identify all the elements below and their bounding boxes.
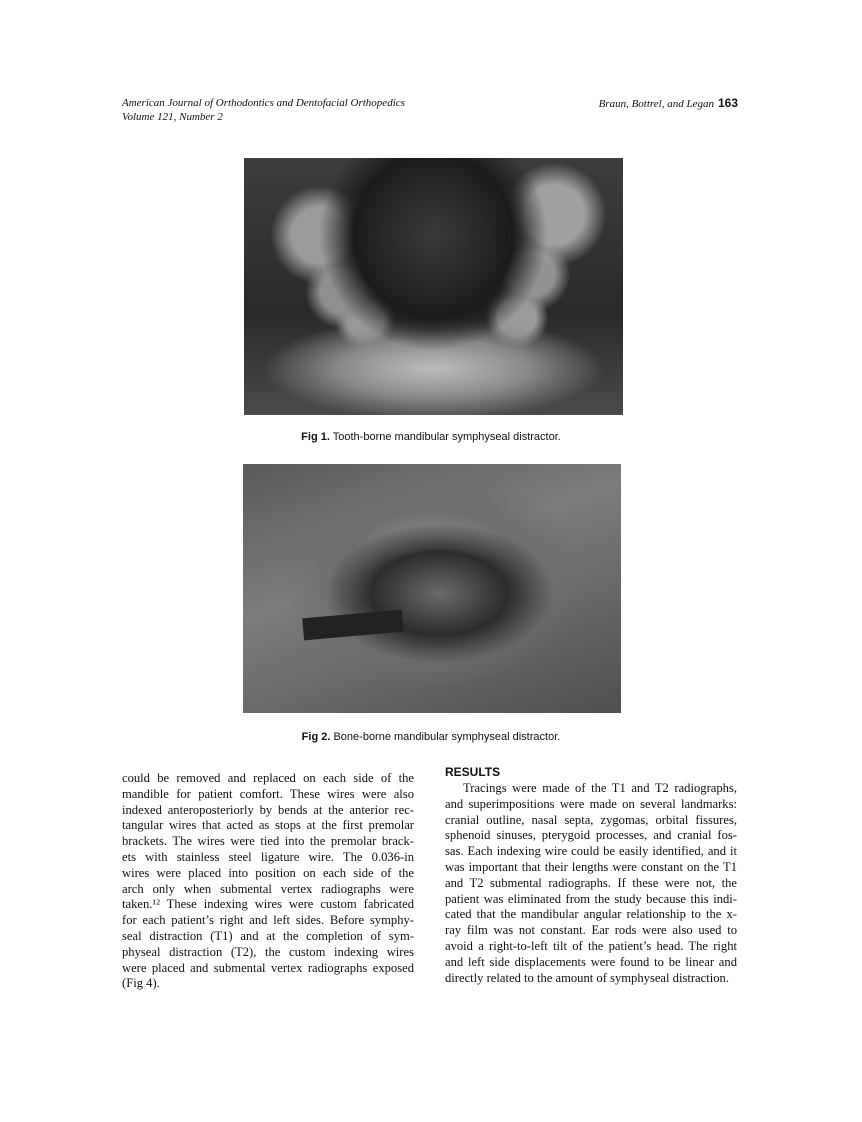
- journal-title: American Journal of Orthodontics and Dentofacial Orthopedics: [122, 97, 405, 109]
- running-header-right: [599, 96, 738, 111]
- text-line: arch only when submental vertex radiographs were: [122, 881, 414, 896]
- text-line: physeal distraction (T2), the custom indexing wires: [122, 944, 414, 959]
- journal-volume: Volume 121, Number 2: [122, 111, 223, 123]
- text-line: indexed anteroposteriorly by bends at the anterior rec-: [122, 802, 414, 817]
- text-line: could be removed and replaced on each side of the: [122, 771, 414, 785]
- text-line: Tracings were made of the T1 and T2 radiographs,: [463, 781, 737, 795]
- figure-2-caption-text: Bone-borne mandibular symphyseal distractor.: [333, 731, 561, 743]
- text-line: brackets. The wires were tied into the premolar brack-: [122, 834, 414, 849]
- text-line: cated that the mandibular angular relationship to the x-: [445, 907, 737, 922]
- text-line: tangular wires that acted as stops at the first premolar: [122, 818, 414, 833]
- authors: Braun, Bottrel, and Legan: [598, 98, 714, 110]
- figure-2-photo: [243, 464, 621, 713]
- text-line: was important that their lengths were constant on the T1: [445, 859, 737, 874]
- text-line: for each patient’s right and left sides. Before symphy-: [122, 913, 414, 928]
- figure-2-label: Fig 2.: [301, 731, 331, 743]
- results-text: [445, 781, 737, 986]
- text-line: avoid a right-to-left tilt of the patient’s head. The right: [445, 938, 737, 953]
- text-line: wires were placed into position on each side of the: [122, 865, 414, 880]
- text-line: were placed and submental vertex radiographs exposed: [122, 960, 414, 975]
- text-line: seal distraction (T1) and at the completion of sym-: [122, 928, 414, 943]
- left-column-text: [122, 771, 414, 992]
- page-number: 163: [717, 96, 738, 110]
- text-line: ray film was not constant. Ear rods were also used to: [445, 923, 737, 938]
- text-line: taken.¹² These indexing wires were custom fabricated: [122, 897, 414, 912]
- text-line: patient was eliminated from the study because this indi-: [445, 891, 737, 906]
- results-heading: RESULTS: [445, 765, 501, 779]
- text-line: and superimpositions were made on several landmarks:: [445, 796, 737, 811]
- text-line: ets with stainless steel ligature wire. The 0.036-in: [122, 849, 414, 864]
- figure-1-caption: [0, 431, 862, 443]
- instrument-shape: [302, 610, 404, 641]
- figure-1-label: Fig 1.: [301, 431, 330, 443]
- figure-1-photo: [244, 158, 623, 415]
- text-line: and T2 submental radiographs. If these were not, the: [445, 875, 737, 890]
- text-line: (Fig 4).: [122, 976, 160, 991]
- text-line: directly related to the amount of symphyseal distraction.: [445, 970, 729, 985]
- text-line: mandible for patient comfort. These wires were also: [122, 786, 414, 801]
- text-line: and left side displacements were found to be linear and: [445, 954, 737, 969]
- running-header-left: [122, 96, 405, 124]
- text-line: cranial outline, nasal septa, zygomas, orbital fissures,: [445, 812, 737, 827]
- text-line: sphenoid sinuses, pterygoid processes, and cranial fos-: [445, 828, 737, 843]
- text-line: sas. Each indexing wire could be easily identified, and it: [445, 844, 737, 859]
- figure-1-caption-text: Tooth-borne mandibular symphyseal distractor.: [332, 431, 561, 443]
- figure-2-caption: [0, 731, 862, 743]
